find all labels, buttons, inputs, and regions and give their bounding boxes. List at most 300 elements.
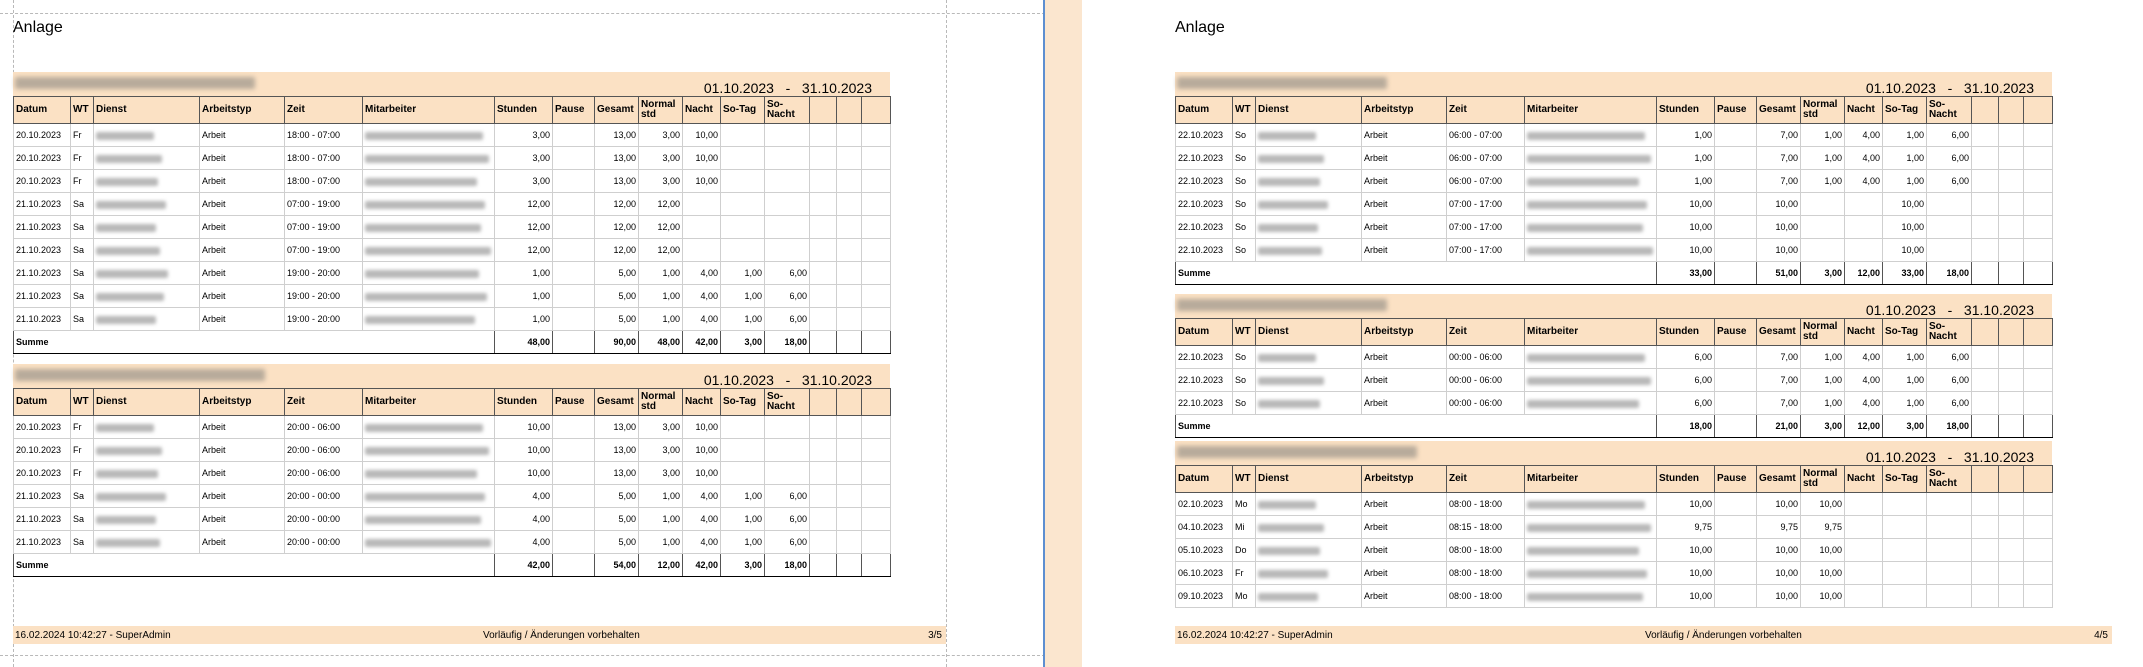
table-cell <box>721 416 765 439</box>
table-cell <box>1999 193 2024 216</box>
report-section <box>1175 294 2053 438</box>
column-header: WT <box>71 97 94 124</box>
table-row <box>14 239 891 262</box>
table-cell <box>1845 493 1883 516</box>
table-cell: 20.10.2023 <box>14 416 71 439</box>
table-cell <box>1999 493 2024 516</box>
table-cell <box>810 216 837 239</box>
table-header-row <box>1176 97 2053 124</box>
table-cell <box>810 462 837 485</box>
table-cell <box>1801 193 1845 216</box>
table-cell: 6,00 <box>1927 147 1972 170</box>
table-cell: 4,00 <box>683 531 721 554</box>
table-cell: 10,00 <box>683 147 721 170</box>
table-cell <box>1883 493 1927 516</box>
table-cell <box>1999 346 2024 369</box>
table-cell <box>2024 124 2053 147</box>
redaction-blur <box>1258 524 1324 532</box>
table-cell <box>1972 193 1999 216</box>
sum-cell: 42,00 <box>683 554 721 577</box>
table-cell: 1,00 <box>639 285 683 308</box>
table-cell: 10,00 <box>495 462 553 485</box>
column-header: Nacht <box>683 389 721 416</box>
column-header: Arbeitstyp <box>1362 97 1447 124</box>
column-header <box>862 97 891 124</box>
table-cell <box>2024 170 2053 193</box>
table-cell: 20.10.2023 <box>14 147 71 170</box>
table-cell <box>721 147 765 170</box>
table-cell: 00:00 - 06:00 <box>1447 346 1525 369</box>
redaction-blur <box>1258 570 1328 578</box>
table-cell <box>553 531 595 554</box>
table-cell: 1,00 <box>721 262 765 285</box>
table-cell: Mo <box>1233 493 1256 516</box>
redacted-section-title <box>1177 77 1387 89</box>
table-cell <box>1715 493 1757 516</box>
column-header <box>1999 466 2024 493</box>
column-header: So-Nacht <box>1927 97 1972 124</box>
table-cell: 4,00 <box>1845 170 1883 193</box>
table-cell: 22.10.2023 <box>1176 346 1233 369</box>
table-cell: Fr <box>71 462 94 485</box>
table-row <box>14 485 891 508</box>
table-cell <box>721 124 765 147</box>
redaction-blur <box>1527 524 1651 532</box>
table-cell <box>765 416 810 439</box>
redaction-blur <box>1527 224 1643 232</box>
table-cell <box>810 170 837 193</box>
column-header: Gesamt <box>595 97 639 124</box>
table-cell: 22.10.2023 <box>1176 147 1233 170</box>
redaction-blur <box>96 424 154 432</box>
table-cell: 3,00 <box>639 170 683 193</box>
page-title: Anlage <box>1175 19 1225 36</box>
sum-row <box>14 331 891 354</box>
table-cell: Arbeit <box>200 508 285 531</box>
table-cell: 21.10.2023 <box>14 508 71 531</box>
redaction-blur <box>365 247 491 255</box>
report-section <box>1175 441 2053 608</box>
sum-cell <box>1715 262 1757 285</box>
table-cell <box>810 124 837 147</box>
table-cell: Fr <box>71 170 94 193</box>
table-cell: 00:00 - 06:00 <box>1447 392 1525 415</box>
table-cell <box>2024 493 2053 516</box>
table-header-row <box>1176 466 2053 493</box>
table-cell <box>1972 216 1999 239</box>
redacted-employee <box>363 285 495 308</box>
column-header: WT <box>1233 466 1256 493</box>
table-cell <box>1972 516 1999 539</box>
table-cell: 4,00 <box>683 262 721 285</box>
table-cell <box>1801 216 1845 239</box>
column-header: Gesamt <box>595 389 639 416</box>
redaction-blur <box>96 470 158 478</box>
table-cell <box>1845 562 1883 585</box>
table-cell <box>810 485 837 508</box>
redacted-employee <box>1525 216 1657 239</box>
table-cell: 10,00 <box>683 416 721 439</box>
table-cell <box>1927 493 1972 516</box>
table-cell <box>810 193 837 216</box>
table-cell: Sa <box>71 508 94 531</box>
table-cell: 10,00 <box>1801 539 1845 562</box>
table-cell: 04.10.2023 <box>1176 516 1233 539</box>
redaction-blur <box>1258 155 1324 163</box>
table-cell: 1,00 <box>1801 369 1845 392</box>
column-header: Mitarbeiter <box>363 97 495 124</box>
table-header-row <box>14 389 891 416</box>
table-cell <box>810 308 837 331</box>
table-cell: 12,00 <box>595 216 639 239</box>
redaction-blur <box>1258 377 1324 385</box>
sum-cell: 12,00 <box>639 554 683 577</box>
redaction-blur <box>96 447 162 455</box>
table-cell <box>683 216 721 239</box>
table-cell: 12,00 <box>495 239 553 262</box>
table-cell <box>1845 516 1883 539</box>
table-cell <box>1715 147 1757 170</box>
sum-cell: 33,00 <box>1657 262 1715 285</box>
redacted-employee <box>363 170 495 193</box>
table-cell: 08:00 - 18:00 <box>1447 493 1525 516</box>
table-cell <box>862 462 891 485</box>
table-header-row <box>1176 319 2053 346</box>
table-cell: 9,75 <box>1757 516 1801 539</box>
redacted-dienst <box>1256 539 1362 562</box>
section-date-range: 01.10.2023 - 31.10.2023 <box>1865 302 2034 318</box>
table-row <box>1176 516 2053 539</box>
redacted-employee <box>363 262 495 285</box>
table-cell <box>837 262 862 285</box>
table-cell: 22.10.2023 <box>1176 216 1233 239</box>
redaction-blur <box>365 132 483 140</box>
table-cell <box>810 416 837 439</box>
table-cell: 10,00 <box>683 462 721 485</box>
footer-page-number: 4/5 <box>2094 630 2108 641</box>
table-cell <box>1999 170 2024 193</box>
table-cell: 10,00 <box>1801 562 1845 585</box>
table-cell <box>862 262 891 285</box>
column-header: Stunden <box>1657 466 1715 493</box>
table-cell: 6,00 <box>1657 369 1715 392</box>
table-cell <box>1715 124 1757 147</box>
table-cell <box>862 170 891 193</box>
table-cell: So <box>1233 147 1256 170</box>
table-cell: 7,00 <box>1757 170 1801 193</box>
redacted-dienst <box>1256 193 1362 216</box>
redacted-dienst <box>1256 147 1362 170</box>
redacted-employee <box>363 308 495 331</box>
sum-cell: 48,00 <box>639 331 683 354</box>
table-cell: 10,00 <box>1657 193 1715 216</box>
table-cell <box>837 531 862 554</box>
table-cell <box>1715 585 1757 608</box>
table-row <box>14 285 891 308</box>
table-row <box>1176 539 2053 562</box>
table-cell: 21.10.2023 <box>14 485 71 508</box>
redacted-employee <box>1525 369 1657 392</box>
redaction-blur <box>1258 593 1318 601</box>
column-header: So-Nacht <box>1927 319 1972 346</box>
sum-row <box>1176 262 2053 285</box>
redaction-blur <box>96 493 166 501</box>
table-cell <box>765 462 810 485</box>
table-cell: 07:00 - 19:00 <box>285 216 363 239</box>
table-row <box>1176 124 2053 147</box>
table-cell: So <box>1233 216 1256 239</box>
table-cell: 4,00 <box>683 485 721 508</box>
section-header-band <box>1175 294 2052 318</box>
table-cell <box>1883 516 1927 539</box>
table-cell: 1,00 <box>1801 170 1845 193</box>
table-cell <box>862 124 891 147</box>
column-header <box>1972 319 1999 346</box>
sum-cell <box>2024 415 2053 438</box>
table-cell: 07:00 - 17:00 <box>1447 239 1525 262</box>
table-cell <box>1999 239 2024 262</box>
redacted-dienst <box>94 239 200 262</box>
sum-cell: 18,00 <box>1657 415 1715 438</box>
redaction-blur <box>1527 377 1651 385</box>
table-cell: Arbeit <box>200 531 285 554</box>
table-cell <box>1883 539 1927 562</box>
column-header: Zeit <box>1447 466 1525 493</box>
table-cell <box>765 170 810 193</box>
table-cell <box>1927 585 1972 608</box>
table-cell: Sa <box>71 216 94 239</box>
table-cell <box>1715 170 1757 193</box>
redacted-employee <box>1525 346 1657 369</box>
table-cell: 1,00 <box>1883 392 1927 415</box>
table-cell: 4,00 <box>1845 147 1883 170</box>
table-cell <box>862 308 891 331</box>
table-cell <box>862 285 891 308</box>
sum-cell <box>837 331 862 354</box>
page-margin-guide <box>946 0 947 667</box>
redacted-dienst <box>94 439 200 462</box>
table-cell: So <box>1233 346 1256 369</box>
redaction-blur <box>365 470 477 478</box>
column-header: Datum <box>1176 319 1233 346</box>
table-cell: 21.10.2023 <box>14 239 71 262</box>
table-cell <box>1845 239 1883 262</box>
redacted-dienst <box>94 216 200 239</box>
table-cell <box>1845 585 1883 608</box>
table-cell: 21.10.2023 <box>14 308 71 331</box>
table-cell: 02.10.2023 <box>1176 493 1233 516</box>
redacted-employee <box>1525 493 1657 516</box>
table-cell <box>2024 539 2053 562</box>
table-cell: 10,00 <box>1757 216 1801 239</box>
table-cell: 1,00 <box>1883 147 1927 170</box>
table-cell: Arbeit <box>1362 124 1447 147</box>
redaction-blur <box>1527 201 1647 209</box>
table-cell <box>553 416 595 439</box>
table-cell: 7,00 <box>1757 392 1801 415</box>
sum-cell: 12,00 <box>1845 415 1883 438</box>
table-cell <box>810 285 837 308</box>
column-header: Pause <box>1715 97 1757 124</box>
table-cell <box>553 170 595 193</box>
redacted-dienst <box>1256 562 1362 585</box>
redacted-dienst <box>94 308 200 331</box>
table-cell <box>837 508 862 531</box>
section-date-range: 01.10.2023 - 31.10.2023 <box>1865 449 2034 465</box>
redacted-employee <box>363 439 495 462</box>
redaction-blur <box>96 247 160 255</box>
table-cell <box>721 439 765 462</box>
table-cell <box>810 239 837 262</box>
table-cell: Arbeit <box>1362 346 1447 369</box>
table-cell <box>553 508 595 531</box>
redaction-blur <box>365 224 481 232</box>
table-cell <box>721 239 765 262</box>
table-cell: 5,00 <box>595 262 639 285</box>
table-cell <box>553 239 595 262</box>
redacted-employee <box>1525 516 1657 539</box>
table-cell: Fr <box>71 147 94 170</box>
table-cell: 20.10.2023 <box>14 439 71 462</box>
table-cell: Arbeit <box>200 216 285 239</box>
table-cell: 1,00 <box>1883 170 1927 193</box>
table-cell: Arbeit <box>1362 392 1447 415</box>
table-cell <box>1715 392 1757 415</box>
table-cell: 10,00 <box>1757 539 1801 562</box>
table-cell <box>1927 239 1972 262</box>
column-header: Mitarbeiter <box>1525 466 1657 493</box>
column-header: WT <box>1233 319 1256 346</box>
redaction-blur <box>365 539 491 547</box>
column-header: Pause <box>1715 466 1757 493</box>
table-cell: 1,00 <box>639 508 683 531</box>
table-cell: 22.10.2023 <box>1176 239 1233 262</box>
table-cell <box>1999 392 2024 415</box>
sum-cell: 3,00 <box>1801 262 1845 285</box>
table-cell: 06:00 - 07:00 <box>1447 170 1525 193</box>
sum-cell <box>837 554 862 577</box>
table-cell: So <box>1233 392 1256 415</box>
table-row <box>1176 585 2053 608</box>
shift-table <box>1175 465 2053 608</box>
page-gap <box>1045 0 1082 667</box>
table-cell <box>862 193 891 216</box>
table-cell <box>862 531 891 554</box>
table-cell: 3,00 <box>639 439 683 462</box>
column-header: So-Nacht <box>765 97 810 124</box>
table-cell: 3,00 <box>495 147 553 170</box>
table-cell <box>765 124 810 147</box>
table-cell <box>2024 193 2053 216</box>
redaction-blur <box>1527 354 1645 362</box>
column-header: Pause <box>1715 319 1757 346</box>
redaction-blur <box>1527 570 1647 578</box>
redacted-employee <box>363 124 495 147</box>
table-cell <box>1927 193 1972 216</box>
table-cell: 10,00 <box>683 170 721 193</box>
footer-timestamp: 16.02.2024 10:42:27 - SuperAdmin <box>15 630 171 641</box>
table-cell: 12,00 <box>595 239 639 262</box>
table-cell <box>683 239 721 262</box>
table-cell: 22.10.2023 <box>1176 392 1233 415</box>
table-cell: 10,00 <box>495 416 553 439</box>
table-row <box>14 308 891 331</box>
table-cell: 08:15 - 18:00 <box>1447 516 1525 539</box>
table-cell: 22.10.2023 <box>1176 124 1233 147</box>
redaction-blur <box>96 516 156 524</box>
table-cell: 22.10.2023 <box>1176 193 1233 216</box>
redacted-employee <box>363 416 495 439</box>
table-cell <box>1972 585 1999 608</box>
sum-cell: 42,00 <box>495 554 553 577</box>
table-cell: 6,00 <box>765 531 810 554</box>
section-date-range: 01.10.2023 - 31.10.2023 <box>703 80 872 96</box>
table-cell <box>553 308 595 331</box>
redaction-blur <box>1258 132 1316 140</box>
column-header: So-Nacht <box>765 389 810 416</box>
table-cell <box>765 239 810 262</box>
table-cell: 13,00 <box>595 147 639 170</box>
table-cell <box>553 462 595 485</box>
table-cell <box>862 216 891 239</box>
table-cell <box>1845 193 1883 216</box>
column-header: Normal std <box>639 389 683 416</box>
redaction-blur <box>1527 593 1643 601</box>
column-header: Datum <box>14 97 71 124</box>
table-cell: 1,00 <box>639 531 683 554</box>
sum-label: Summe <box>14 331 495 354</box>
table-cell: 1,00 <box>1883 369 1927 392</box>
column-header: Nacht <box>1845 97 1883 124</box>
table-cell: So <box>1233 369 1256 392</box>
table-cell: 10,00 <box>1883 216 1927 239</box>
table-cell <box>765 216 810 239</box>
column-header <box>1999 319 2024 346</box>
table-cell <box>837 124 862 147</box>
column-header <box>862 389 891 416</box>
column-header <box>1972 466 1999 493</box>
table-row <box>14 531 891 554</box>
table-cell: 1,00 <box>1883 346 1927 369</box>
column-header: Gesamt <box>1757 466 1801 493</box>
table-cell: 5,00 <box>595 308 639 331</box>
table-row <box>14 439 891 462</box>
table-cell <box>1927 539 1972 562</box>
redaction-blur <box>1258 178 1320 186</box>
table-cell <box>765 439 810 462</box>
table-cell: 10,00 <box>1657 493 1715 516</box>
sum-cell <box>1972 415 1999 438</box>
sum-cell: 42,00 <box>683 331 721 354</box>
column-header: Arbeitstyp <box>200 97 285 124</box>
section-date-range: 01.10.2023 - 31.10.2023 <box>703 372 872 388</box>
shift-table <box>13 96 891 354</box>
table-cell: 20.10.2023 <box>14 124 71 147</box>
table-cell <box>1999 539 2024 562</box>
sum-cell <box>2024 262 2053 285</box>
redaction-blur <box>1527 547 1639 555</box>
table-cell <box>765 147 810 170</box>
sum-cell: 54,00 <box>595 554 639 577</box>
table-cell: 10,00 <box>495 439 553 462</box>
column-header: Arbeitstyp <box>1362 466 1447 493</box>
table-cell <box>553 439 595 462</box>
table-cell <box>1715 346 1757 369</box>
column-header: WT <box>1233 97 1256 124</box>
table-cell <box>1845 539 1883 562</box>
table-row <box>14 170 891 193</box>
table-cell: Fr <box>1233 562 1256 585</box>
